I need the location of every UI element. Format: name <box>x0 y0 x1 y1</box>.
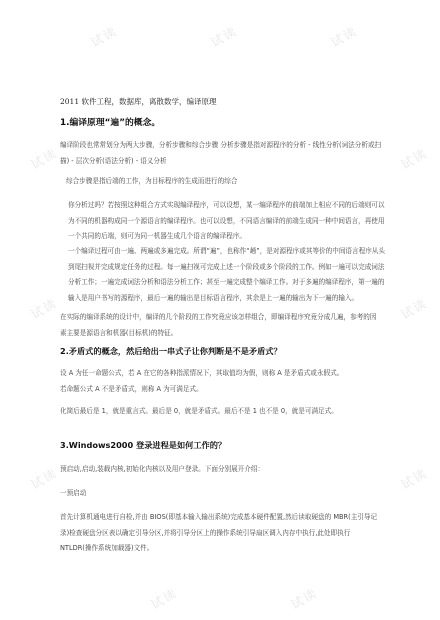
watermark-text: 试读 <box>28 145 60 172</box>
watermark-text: 试读 <box>208 23 240 50</box>
paragraph: 编译阶段也常常划分为两大步骤，分析步骤和综合步骤 分析步骤是指对源程序的分析 - 线性分析(词法分析或扫描) - 层次分析(语法分析) - 语义分析 <box>60 141 382 165</box>
section-heading-1: 1.编译原理“遍”的概念。 <box>60 118 161 128</box>
paragraph: 首先计算机通电进行自检,并由 BIOS(即基本输入输出系统)完成基本硬件配置,然后读取硬盘的 MBR(主引导记录)检查硬盘分区表以确定引导分区,并将引导分区上的操作系统引导扇区调入内存中执行,此处即执行 NTLDR(操作系统加载器)文件。 <box>60 513 378 552</box>
watermark-text: 试读 <box>328 23 360 50</box>
course-list-line: 2011 软件工程，数据库，离散数学，编译原理 <box>60 97 217 106</box>
paragraph: 化简后最后是 1，就是重言式。最后是 0，就是矛盾式。最后不是 1 也不是 0，就是可满足式。 <box>60 407 338 415</box>
watermark-text: 试读 <box>398 465 430 492</box>
paragraph: 在实际的编译系统的设计中，编译的几个阶段的工作究竟应该怎样组合，即编译程序究竟分成几遍，参考的因素主要是源语言和机器(目标机)的特征。 <box>60 313 377 337</box>
watermark-text: 试读 <box>88 23 120 50</box>
watermark-text: 试读 <box>28 465 60 492</box>
section-heading-2: 2.矛盾式的概念，然后给出一串式子让你判断是不是矛盾式？ <box>60 346 282 356</box>
paragraph: 设 A 为任一命题公式，若 A 在它的各种指派情况下，其取值均为假，则称 A 是矛盾式或永假式。 <box>60 369 344 377</box>
paragraph: 一个编译过程可由一遍、两遍或多遍完成。所谓“遍”，也称作“趟”，是对源程序或其等价的中间语言程序从头到尾扫视并完成规定任务的过程。每一遍扫视可完成上述一个阶段或多个阶段的工作。例如一遍可以完成词法分析工作；一遍完成词法分析和语法分析工作；甚至一遍完成整个编译工作。对于多遍的编译程序，第一遍的输入是用户书写的源程序，最后一遍的输出是目标语言程序，其余是上一遍的输出为下一遍的输入。 <box>68 247 385 302</box>
watermark-text: 试读 <box>288 585 320 612</box>
watermark-text: 试读 <box>28 295 60 322</box>
section-heading-3: 3.Windows2000 登录进程是如何工作的？ <box>60 440 227 450</box>
paragraph: 若命题公式 A 不是矛盾式，则称 A 为可满足式。 <box>60 385 203 393</box>
watermark-text: 试读 <box>398 145 430 172</box>
subheading: 一预启动 <box>60 489 87 497</box>
watermark-text: 试读 <box>148 585 180 612</box>
paragraph: 预启动,启动,装载内核,初始化内核以及用户登录。下面分别展开介绍： <box>60 465 265 473</box>
paragraph: 你分析过吗？若按照这种组合方式实现编译程序，可以设想，某一编译程序的前端加上相应不同的后端则可以为不同的机器构成同一个源语言的编译程序。也可以设想，不同语言编译的前端生成同一种中间语言，再使用一个共同的后端，则可为同一机器生成几个语言的编译程序。 <box>68 201 385 240</box>
paragraph: 综合步骤是指后端的工作，为目标程序的生成而进行的综合 <box>66 177 238 185</box>
watermark-text: 试读 <box>398 295 430 322</box>
